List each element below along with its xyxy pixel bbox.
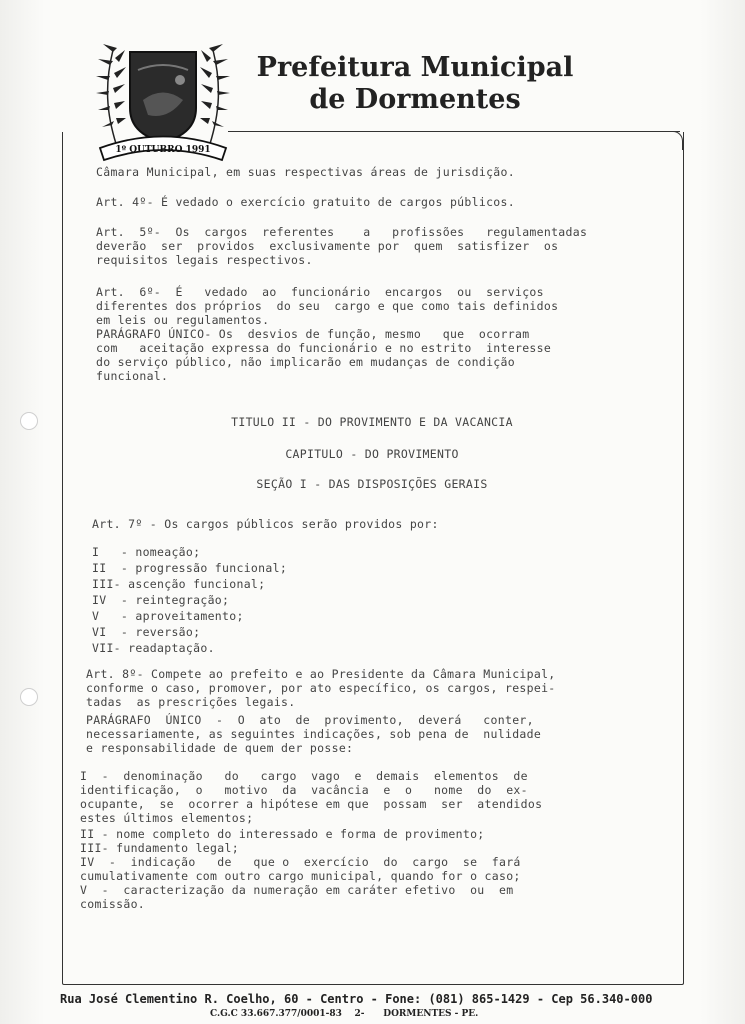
subsection-title: SEÇÃO I - DAS DISPOSIÇÕES GERAIS: [256, 477, 488, 491]
chapter-title: CAPITULO - DO PROVIMENTO: [285, 447, 459, 461]
footer-line2: [210, 1009, 478, 1019]
list-item: I - denominação do cargo vago e demais elementos de: [80, 769, 528, 783]
list-item: VII- readaptação.: [92, 641, 215, 655]
section-title: TITULO II - DO PROVIMENTO E DA VACANCIA: [231, 415, 513, 429]
text-line: Câmara Municipal, em suas respectivas áreas de jurisdição.: [96, 165, 515, 179]
list-item: ocupante, se ocorrer a hipótese em que possam ser atendidos: [80, 797, 543, 811]
list-item: comissão.: [80, 897, 146, 911]
list-item: II - nome completo do interessado e forma de provimento;: [80, 827, 485, 841]
page-number: 2-: [354, 1009, 365, 1019]
footer-city: DORMENTES - PE.: [383, 1009, 479, 1019]
list-item: VI - reversão;: [92, 625, 201, 639]
article-5-line: Art. 5º- Os cargos referentes a profissões regulamentadas: [96, 225, 588, 239]
list-item: identificação, o motivo da vacância e o nome do ex-: [80, 783, 528, 797]
article-6-line: do serviço público, não implicarão em mudanças de condição: [96, 355, 515, 369]
article-6-line: em leis ou regulamentos.: [96, 313, 270, 327]
list-item: cumulativamente com outro cargo municipal, quando for o caso;: [80, 869, 521, 883]
article-6-line: com aceitação expressa do funcionário e no estrito interesse: [96, 341, 552, 355]
article-6-line: Art. 6º- É vedado ao funcionário encargos ou serviços: [96, 285, 544, 299]
article-6-line: diferentes dos próprios do seu cargo e que como tais definidos: [96, 299, 559, 313]
article-8-line: Art. 8º- Compete ao prefeito e ao Presidente da Câmara Municipal,: [86, 667, 556, 681]
list-item: V - caracterização da numeração em caráter efetivo ou em: [80, 883, 514, 897]
article-8-line: conforme o caso, promover, por ato específico, os cargos, respei-: [86, 681, 556, 695]
list-item: I - nomeação;: [92, 545, 201, 559]
list-item: IV - reintegração;: [92, 593, 230, 607]
article-5-line: requisitos legais respectivos.: [96, 253, 313, 267]
footer-address: Rua José Clementino R. Coelho, 60 - Centro - Fone: (081) 865-1429 - Cep 56.340-000: [60, 992, 653, 1006]
article-8-line: e responsabilidade de quem der posse:: [86, 741, 354, 755]
list-item: IV - indicação de que o exercício do cargo se fará: [80, 855, 521, 869]
article-8-line: necessariamente, as seguintes indicações, sob pena de nulidade: [86, 727, 542, 741]
list-item: III- fundamento legal;: [80, 841, 239, 855]
list-item: III- ascenção funcional;: [92, 577, 266, 591]
list-item: estes últimos elementos;: [80, 811, 254, 825]
article-6-line: funcional.: [96, 369, 169, 383]
punch-hole-top: [20, 412, 38, 430]
article-4: Art. 4º- É vedado o exercício gratuito de cargos públicos.: [96, 195, 515, 209]
list-item: V - aproveitamento;: [92, 609, 244, 623]
article-6-line: PARÁGRAFO ÚNICO- Os desvios de função, mesmo que ocorram: [96, 327, 530, 341]
article-5-line: deverão ser providos exclusivamente por quem satisfizer os: [96, 239, 559, 253]
article-8-line: tadas as prescrições legais.: [86, 695, 296, 709]
list-item: II - progressão funcional;: [92, 561, 288, 575]
article-8-line: PARÁGRAFO ÚNICO - O ato de provimento, deverá conter,: [86, 713, 534, 727]
punch-hole-bottom: [20, 688, 38, 706]
header-title-line2: de Dormentes: [309, 84, 521, 115]
footer-cgc: C.G.C 33.667.377/0001-83: [210, 1009, 342, 1019]
crest-ribbon-text: 1º OUTUBRO 1991: [115, 145, 211, 155]
header-title-line1: Prefeitura Municipal: [256, 52, 574, 83]
article-7: Art. 7º - Os cargos públicos serão providos por:: [92, 517, 439, 531]
